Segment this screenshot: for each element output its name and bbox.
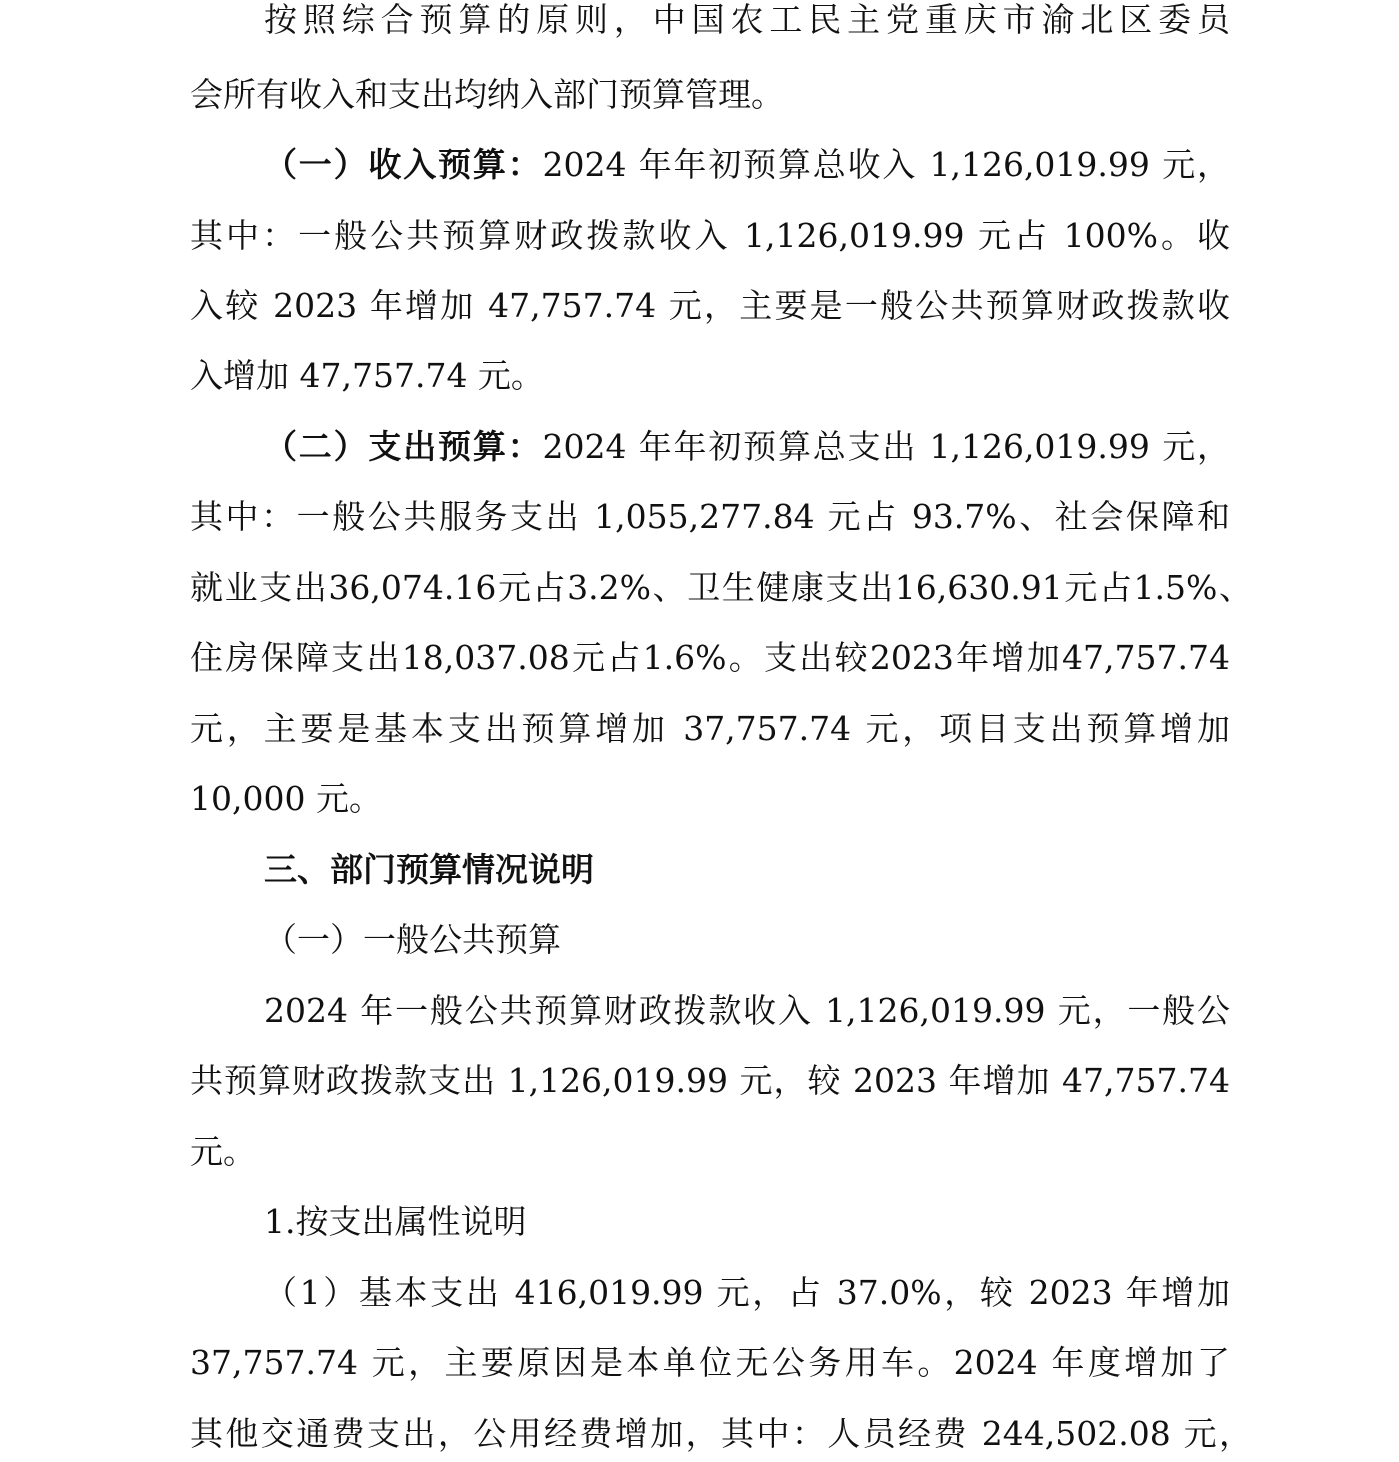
paragraph-line: 其中：一般公共服务支出 1,055,277.84 元占 93.7%、社会保障和 [190, 497, 1230, 536]
section-label: （一）收入预算： [264, 145, 543, 184]
paragraph-line: 其中：一般公共预算财政拨款收入 1,126,019.99 元占 100%。收 [190, 216, 1230, 255]
paragraph-line: 元。 [190, 1132, 256, 1171]
section-heading: 三、部门预算情况说明 [264, 850, 594, 889]
subsection-heading: （一）一般公共预算 [264, 920, 561, 959]
paragraph-line: 就业支出36,074.16元占3.2%、卫生健康支出16,630.91元占1.5%、 [190, 568, 1252, 607]
section-text: 2024 年年初预算总支出 1,126,019.99 元， [542, 427, 1231, 466]
paragraph-line [264, 419, 1230, 475]
subsection-heading: 1.按支出属性说明 [264, 1202, 527, 1241]
paragraph-line: （1）基本支出 416,019.99 元，占 37.0%，较 2023 年增加 [264, 1273, 1230, 1312]
paragraph-line [264, 137, 1230, 193]
paragraph-line: 住房保障支出18,037.08元占1.6%。支出较2023年增加47,757.74 [190, 638, 1230, 677]
paragraph-line: 2024 年一般公共预算财政拨款收入 1,126,019.99 元，一般公 [264, 991, 1230, 1030]
paragraph-line: 会所有收入和支出均纳入部门预算管理。 [190, 75, 784, 114]
paragraph-line: 按照综合预算的原则，中国农工民主党重庆市渝北区委员 [264, 0, 1230, 39]
paragraph-line: 其他交通费支出，公用经费增加，其中：人员经费 244,502.08 元， [190, 1414, 1252, 1453]
section-text: 2024 年年初预算总收入 1,126,019.99 元， [542, 145, 1231, 184]
paragraph-line: 10,000 元。 [190, 779, 382, 818]
paragraph-line: 37,757.74 元，主要原因是本单位无公务用车。2024 年度增加了 [190, 1343, 1230, 1382]
section-label: （二）支出预算： [264, 427, 543, 466]
paragraph-line: 入增加 47,757.74 元。 [190, 356, 544, 395]
paragraph-line: 元，主要是基本支出预算增加 37,757.74 元，项目支出预算增加 [190, 709, 1230, 748]
paragraph-line: 共预算财政拨款支出 1,126,019.99 元，较 2023 年增加 47,757.74 [190, 1061, 1230, 1100]
paragraph-line: 入较 2023 年增加 47,757.74 元，主要是一般公共预算财政拨款收 [190, 286, 1230, 325]
